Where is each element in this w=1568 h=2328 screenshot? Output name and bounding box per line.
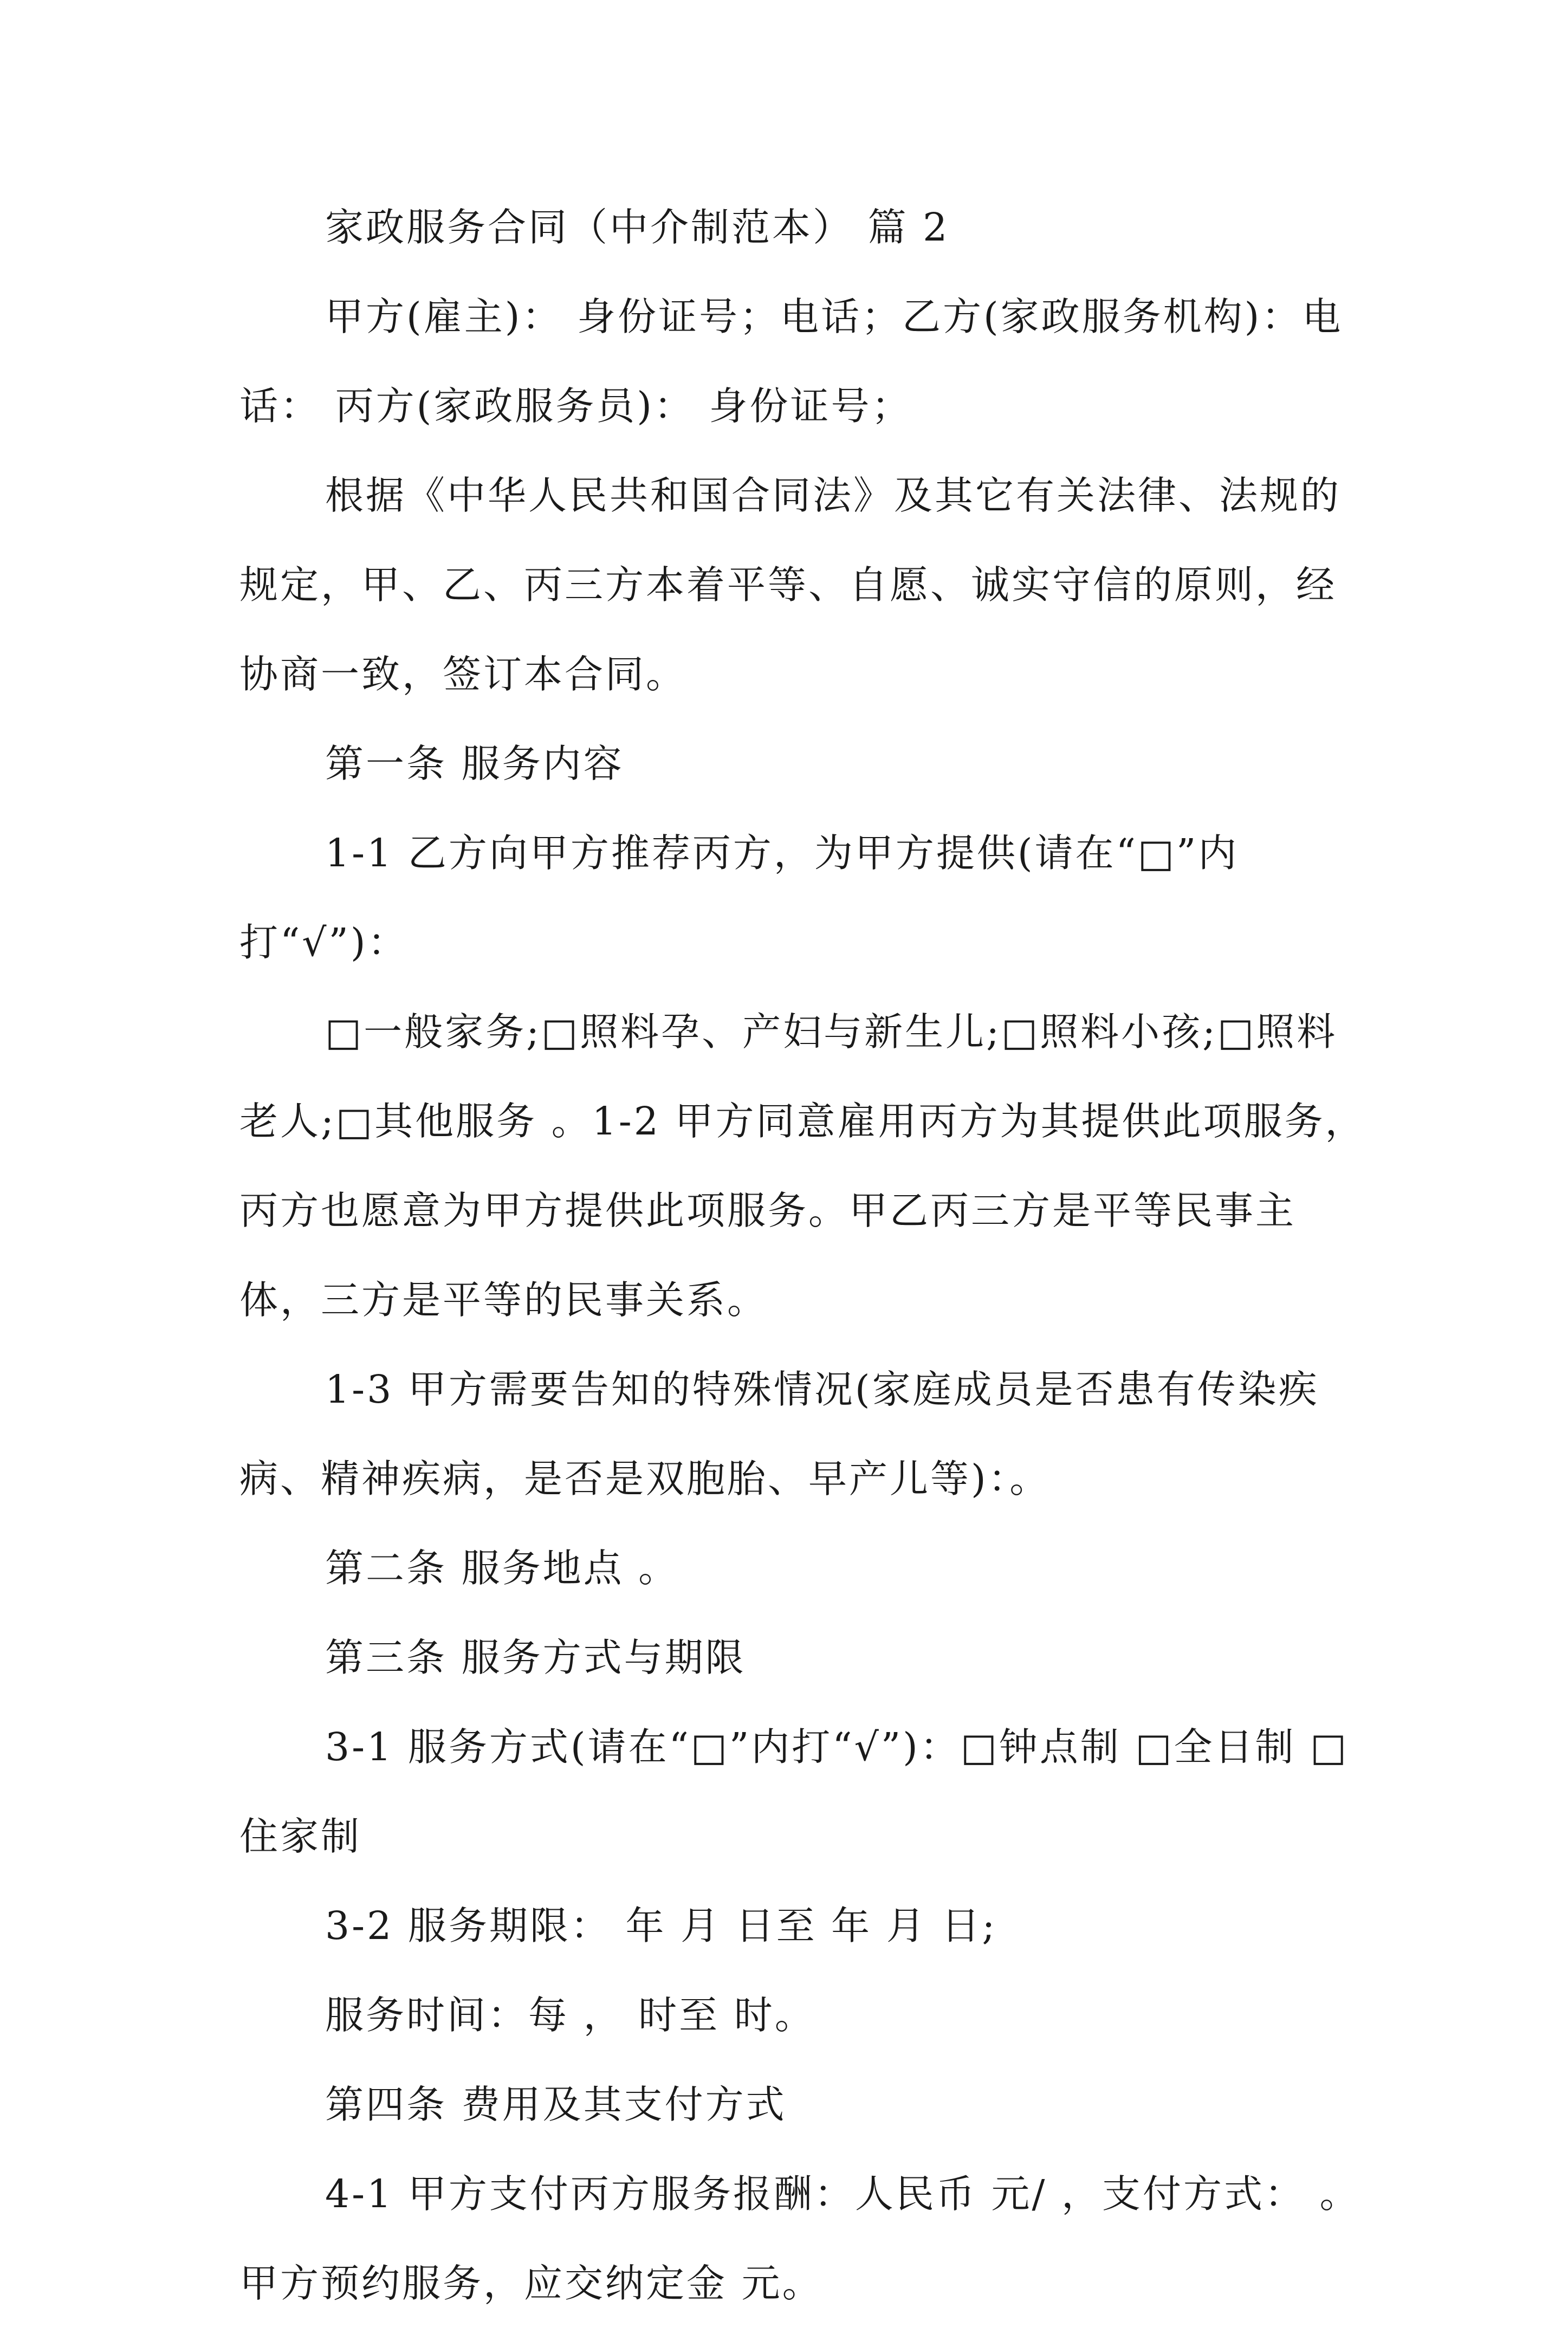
clause-3-2: 3-2 服务期限： 年 月 日至 年 月 日; [325,1903,997,1948]
contract-body [239,183,1366,2328]
article-4-heading: 第四条 费用及其支付方式 [325,2082,787,2127]
article-2-heading: 第二条 服务地点 。 [325,1546,679,1591]
preamble: 根据《中华人民共和国合同法》及其它有关法律、法规的规定，甲、乙、丙三方本着平等、自愿、诚实守信的原则，经协商一致，签订本合同。 [239,473,1342,697]
clause-1-1: 1-1 乙方向甲方推荐丙方，为甲方提供(请在“□”内打“√”)： [239,831,1239,965]
article-1-heading: 第一条 服务内容 [325,741,624,786]
service-hours: 服务时间：每 ， 时至 时。 [325,1993,815,2038]
clause-3-1: 3-1 服务方式(请在“□”内打“√”)：□钟点制 □全日制 □住家制 [239,1724,1349,1859]
contract-title: 家政服务合同（中介制范本） 篇 2 [325,205,950,250]
parties-info: 甲方(雇主)： 身份证号；电话；乙方(家政服务机构)：电话： 丙方(家政服务员)： 身份证号； [239,294,1343,429]
service-options: □一般家务;□照料孕、产妇与新生儿;□照料小孩;□照料老人;□其他服务 。1-2 甲方同意雇用丙方为其提供此项服务，丙方也愿意为甲方提供此项服务。甲乙丙三方是平等民事主体，三方是平等的民事关系。 [239,1009,1366,1322]
clause-1-3: 1-3 甲方需要告知的特殊情况(家庭成员是否患有传染疾病、精神疾病，是否是双胞胎、早产儿等)：。 [239,1367,1319,1501]
clause-4-1: 4-1 甲方支付丙方服务报酬：人民币 元/ ，支付方式： 。甲方预约服务，应交纳定金 元。 [239,2171,1360,2306]
article-3-heading: 第三条 服务方式与期限 [325,1635,746,1680]
